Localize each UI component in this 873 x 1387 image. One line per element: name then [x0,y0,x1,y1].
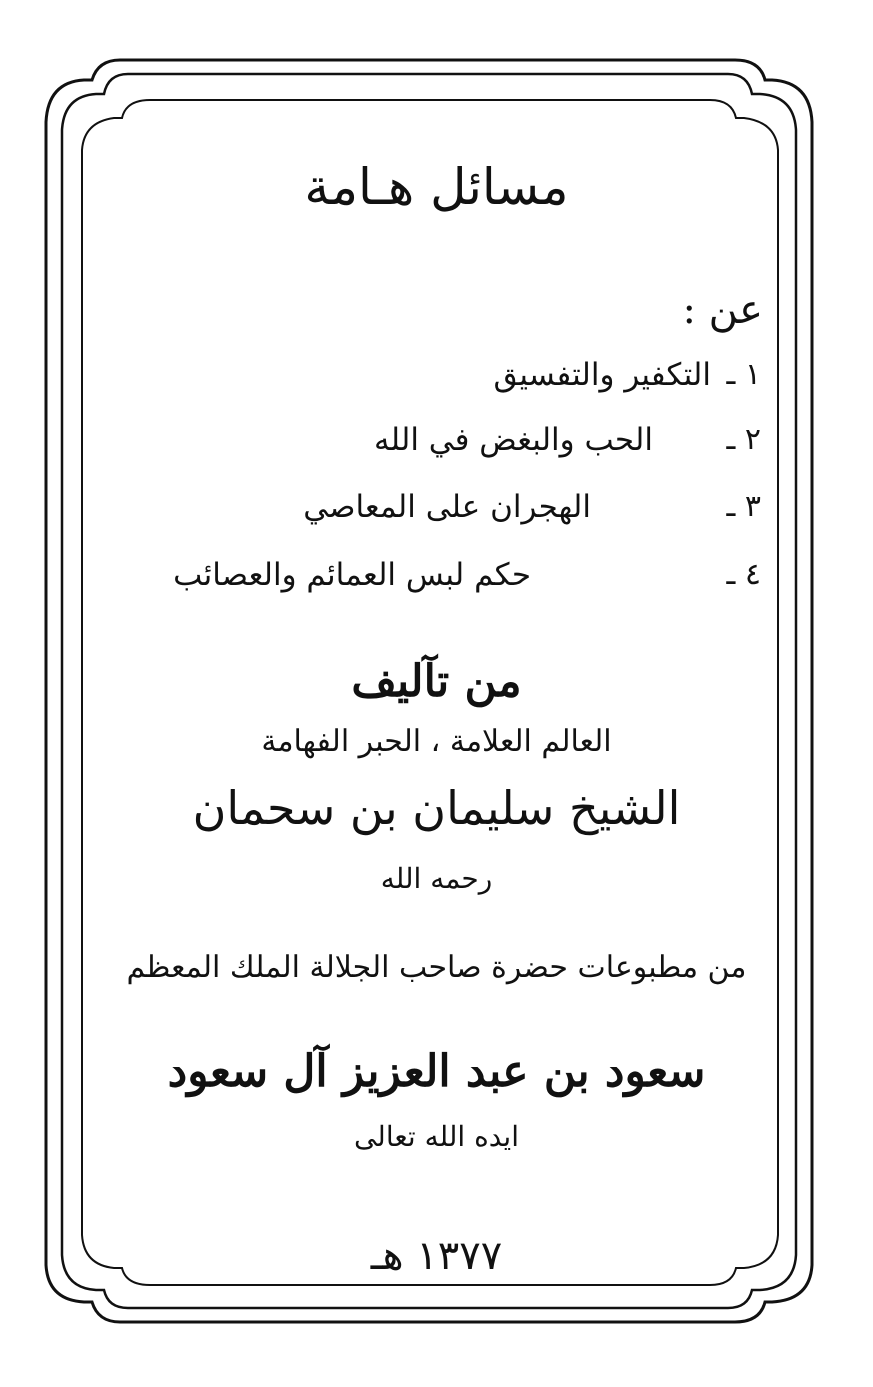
publisher-line: من مطبوعات حضرة صاحب الجلالة الملك المعظم [126,950,747,985]
support-phrase: ايده الله تعالى [353,1120,520,1153]
list-item-number: ١ ـ [726,357,761,392]
author-name: الشيخ سليمان بن سحمان [192,781,681,835]
list-item-text: الهجران على المعاصي [303,489,591,525]
page-title: مسائل هـامة [304,158,569,216]
mercy-phrase: رحمه الله [380,862,493,895]
list-item-number: ٤ ـ [726,557,761,592]
list-item-text: التكفير والتفسيق [493,357,711,393]
authorship-label: من تآليف [351,656,522,707]
author-epithet: العالم العلامة ، الحبر الفهامة [261,724,612,759]
list-item-number: ٢ ـ [726,422,761,457]
publication-year: ١٣٧٧ هـ [370,1233,503,1279]
list-item-number: ٣ ـ [726,489,761,524]
king-name: سعود بن عبد العزيز آل سعود [167,1046,706,1097]
list-item-text: حكم لبس العمائم والعصائب [173,557,531,593]
about-label: عن : [682,287,763,333]
list-item-text: الحب والبغض في الله [374,422,653,458]
